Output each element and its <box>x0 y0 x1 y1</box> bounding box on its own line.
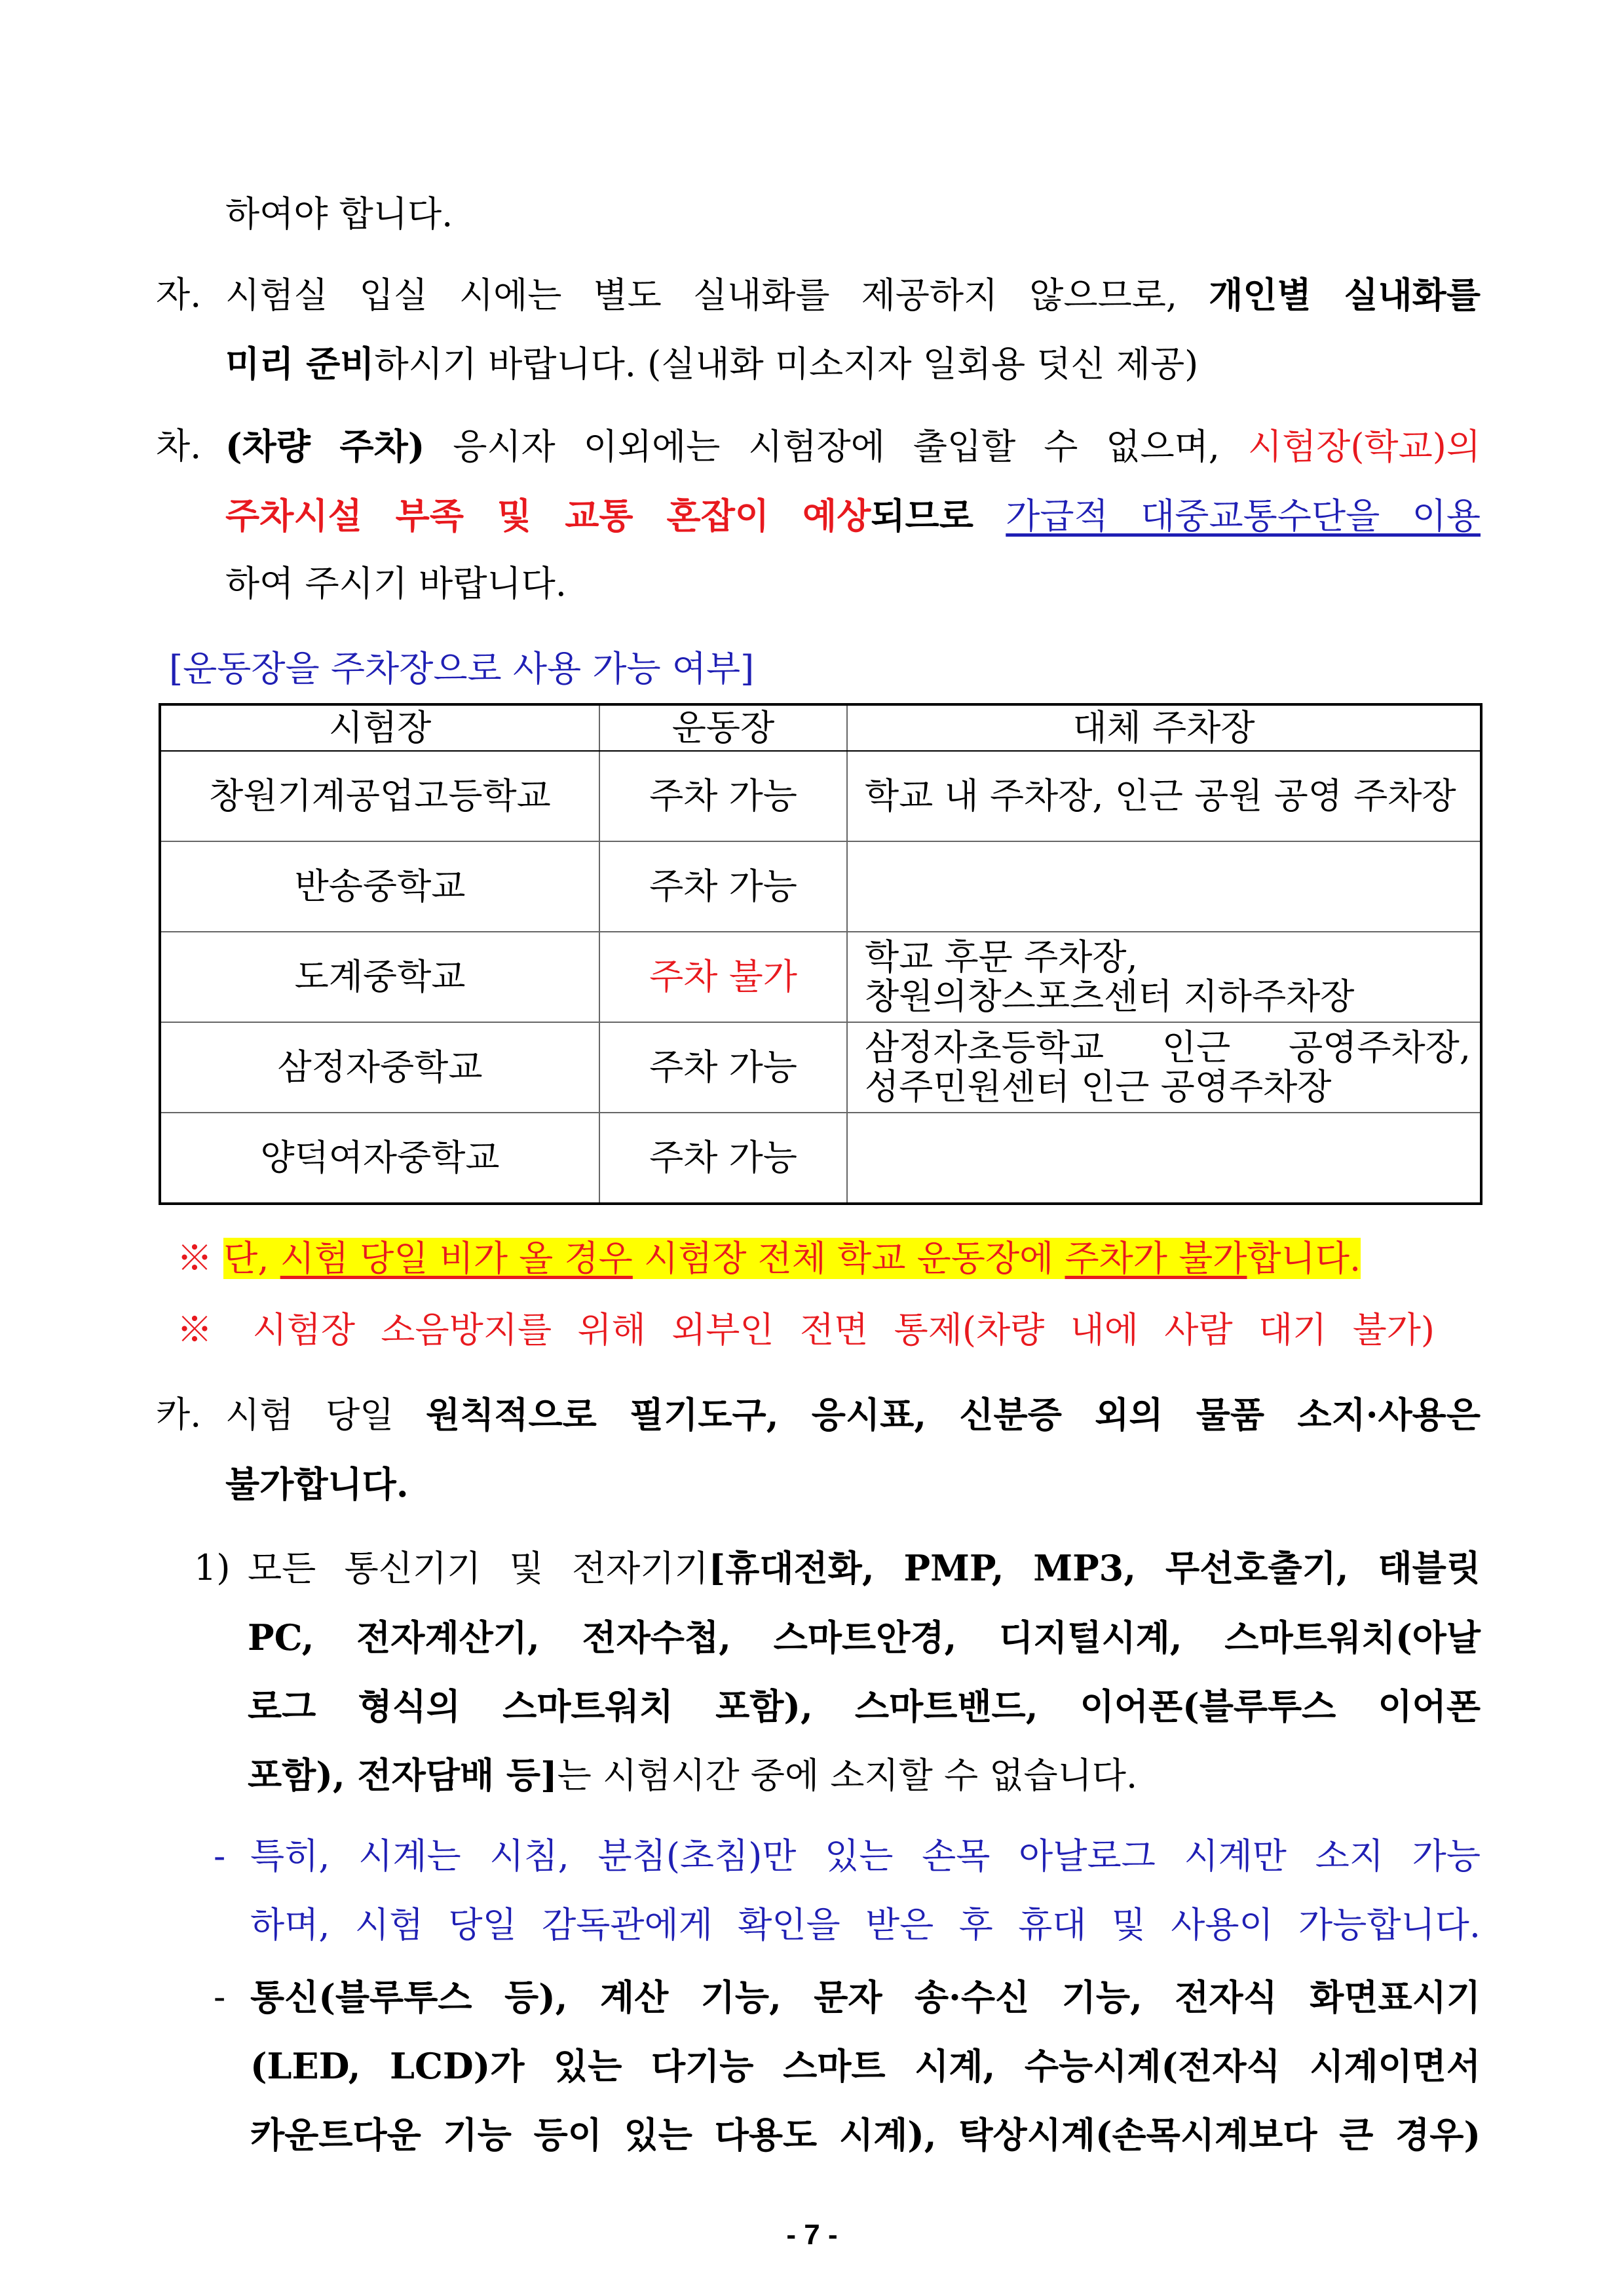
parking-table <box>159 703 1482 1205</box>
continuation-text: 하여야 합니다. <box>225 193 453 235</box>
cell-site: 창원기계공업고등학교 <box>160 751 599 841</box>
item-ja-line1 <box>225 272 1481 318</box>
item-cha-bold: 되므로 <box>871 495 973 537</box>
sub1-line4 <box>248 1752 1137 1799</box>
header-alternative-parking: 대체 주차장 <box>847 704 1481 751</box>
note-rain-e: 합니다. <box>1247 1238 1361 1279</box>
item-cha-marker: 차. <box>156 425 202 467</box>
cell-field: 주차 가능 <box>599 841 847 932</box>
dash2-line1: 통신(블루투스 등), 계산 기능, 문자 송·수신 기능, 전자식 화면표시기 <box>250 1976 1481 2018</box>
page-number: - 7 - <box>786 2219 838 2251</box>
table-row <box>160 751 1481 841</box>
table-title: [운동장을 주차장으로 사용 가능 여부] <box>169 648 755 689</box>
item-cha-line3: 하여 주시기 바랍니다. <box>225 563 567 604</box>
note-rain-c: 시험장 전체 학교 운동장에 <box>644 1238 1054 1279</box>
item-ka-line2: 불가합니다. <box>225 1463 409 1505</box>
dash1-marker: - <box>214 1835 226 1877</box>
note-rain-text <box>223 1238 1361 1279</box>
sub1-line3: 로그 형식의 스마트워치 포함), 스마트밴드, 이어폰(블루투스 이어폰 <box>248 1685 1481 1727</box>
header-field: 운동장 <box>599 704 847 751</box>
item-cha-public-transit-link: 가급적 대중교통수단을 이용 <box>1006 495 1481 537</box>
item-ja-text: 시험실 입실 시에는 별도 실내화를 제공하지 않으므로, <box>225 275 1178 316</box>
item-ka-line1 <box>225 1392 1481 1438</box>
alt-line-2: 창원의창스포츠센터 지하주차장 <box>865 976 1355 1017</box>
alt-line-1: 삼정자초등학교 인근 공영주차장, <box>865 1027 1471 1068</box>
header-site: 시험장 <box>160 704 599 751</box>
cell-alternative <box>847 841 1481 932</box>
note-noise: ※ 시험장 소음방지를 위해 외부인 전면 통제(차량 내에 사람 대기 불가) <box>177 1309 1435 1350</box>
alt-line-1: 학교 내 주차장, 인근 공원 공영 주차장 <box>865 775 1456 816</box>
table-header-row <box>160 704 1481 751</box>
note-rain <box>177 1236 1361 1282</box>
item-ka-bold: 원칙적으로 필기도구, 응시표, 신분증 외의 물품 소지·사용은 <box>425 1394 1481 1436</box>
table-row <box>160 1113 1481 1204</box>
item-cha-line1 <box>225 423 1481 470</box>
item-ja-emphasis-2: 미리 준비 <box>225 343 375 385</box>
alt-line-2: 성주민원센터 인근 공영주차장 <box>865 1066 1332 1107</box>
cell-site: 양덕여자중학교 <box>160 1113 599 1204</box>
item-cha-text: 응시자 이외에는 시험장에 출입할 수 없으며, <box>453 426 1220 467</box>
note-mark: ※ <box>177 1238 212 1279</box>
dash2-line2: (LED, LCD)가 있는 다기능 스마트 시계, 수능시계(전자식 시계이면서 <box>250 2045 1481 2087</box>
item-ka-marker: 카. <box>156 1394 202 1435</box>
table-row <box>160 1022 1481 1113</box>
cell-field: 주차 가능 <box>599 1113 847 1204</box>
item-cha-line2 <box>225 493 1481 539</box>
item-ka-text: 시험 당일 <box>225 1394 394 1436</box>
item-cha-red-bold: 주차시설 부족 및 교통 혼잡이 예상 <box>225 495 871 537</box>
cell-field-unavailable: 주차 불가 <box>599 932 847 1022</box>
sub1-text: 모든 통신기기 및 전자기기 <box>248 1548 709 1589</box>
note-rain-a: 단, <box>223 1238 269 1279</box>
table-row <box>160 841 1481 932</box>
sub1-line2: PC, 전자계산기, 전자수첩, 스마트안경, 디지털시계, 스마트워치(아날 <box>248 1617 1481 1658</box>
note-rain-b: 시험 당일 비가 올 경우 <box>280 1238 633 1279</box>
cell-site: 도계중학교 <box>160 932 599 1022</box>
table-row <box>160 932 1481 1022</box>
item-ja-line2 <box>225 341 1198 387</box>
note-rain-d: 주차가 불가 <box>1065 1238 1247 1279</box>
cell-alternative <box>847 1022 1481 1113</box>
dash2-marker: - <box>214 1976 226 2018</box>
sub1-bold-2: 포함), 전자담배 등] <box>248 1754 557 1796</box>
alt-line-1: 학교 후문 주차장, <box>865 936 1138 978</box>
item-ja-marker: 자. <box>156 274 202 315</box>
dash1-line2: 하며, 시험 당일 감독관에게 확인을 받은 후 휴대 및 사용이 가능합니다. <box>250 1904 1481 1945</box>
dash2-line3: 카운트다운 기능 등이 있는 다용도 시계), 탁상시계(손목시계보다 큰 경우) <box>250 2114 1481 2156</box>
cell-site: 삼정자중학교 <box>160 1022 599 1113</box>
dash1-line1: 특히, 시계는 시침, 분침(초침)만 있는 손목 아날로그 시계만 소지 가능 <box>250 1835 1481 1877</box>
cell-alternative <box>847 751 1481 841</box>
sub1-text-2: 는 시험시간 중에 소지할 수 없습니다. <box>557 1755 1138 1796</box>
item-ja-emphasis: 개인별 실내화를 <box>1209 274 1481 316</box>
item-cha-label: (차량 주차) <box>225 425 425 467</box>
item-ja-text-2: 하시기 바랍니다. (실내화 미소지자 일회용 덧신 제공) <box>374 343 1199 385</box>
sub1-marker: 1) <box>194 1547 231 1588</box>
item-cha-red-text: 시험장(학교)의 <box>1247 426 1481 467</box>
cell-field: 주차 가능 <box>599 1022 847 1113</box>
cell-site: 반송중학교 <box>160 841 599 932</box>
sub1-line1 <box>248 1545 1481 1592</box>
cell-alternative <box>847 932 1481 1022</box>
cell-alternative <box>847 1113 1481 1204</box>
sub1-bold: [휴대전화, PMP, MP3, 무선호출기, 태블릿 <box>708 1547 1481 1589</box>
cell-field: 주차 가능 <box>599 751 847 841</box>
